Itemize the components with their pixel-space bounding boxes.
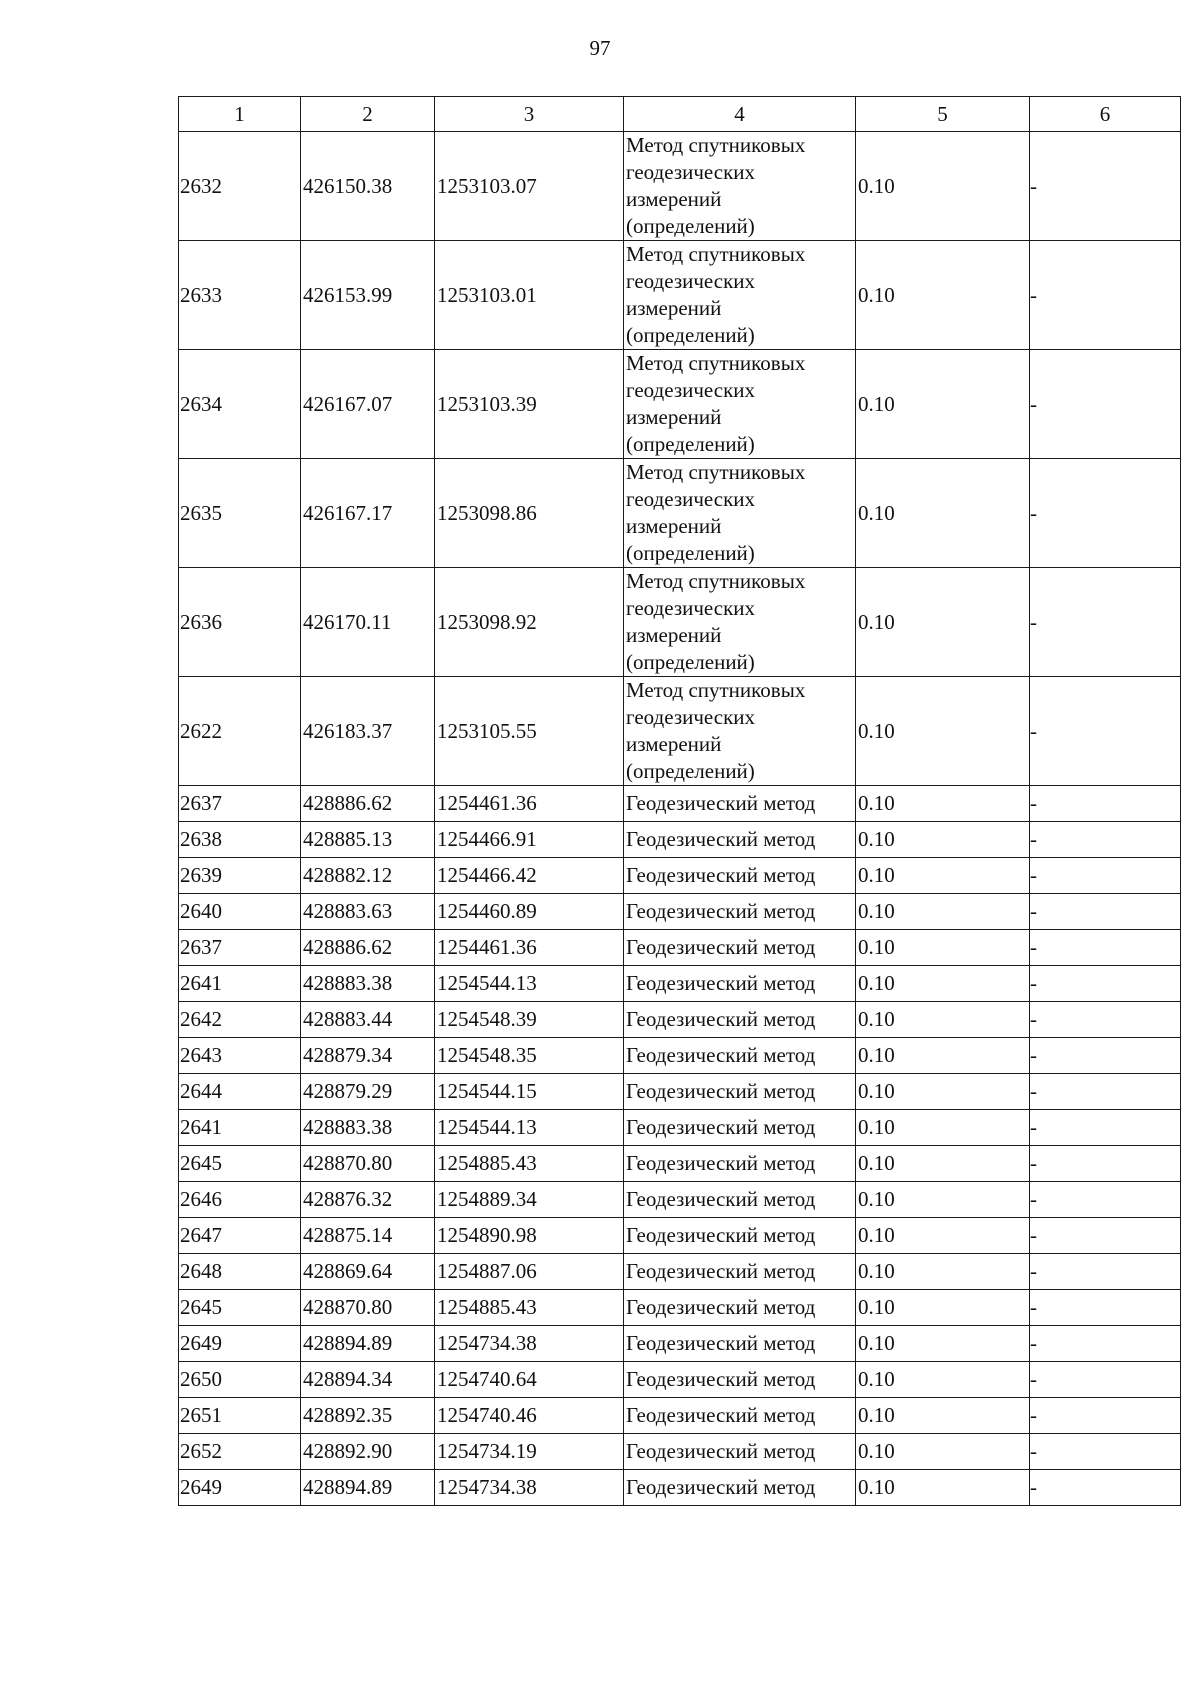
coordinate-y-cell: 1253105.55 (435, 677, 624, 786)
note-cell: - (1030, 1434, 1181, 1470)
point-number-cell: 2639 (179, 858, 301, 894)
method-cell: Метод спутниковых геодезических измерений (определений) (624, 459, 856, 568)
note-cell: - (1030, 894, 1181, 930)
table-row (179, 1002, 1181, 1038)
note-cell: - (1030, 1146, 1181, 1182)
coordinate-x-cell: 428886.62 (301, 786, 435, 822)
coordinate-x-cell: 428883.38 (301, 1110, 435, 1146)
table-row (179, 1074, 1181, 1110)
method-cell: Геодезический метод (624, 966, 856, 1002)
coordinate-x-cell: 428894.89 (301, 1470, 435, 1506)
accuracy-cell: 0.10 (856, 1362, 1030, 1398)
note-cell: - (1030, 1038, 1181, 1074)
method-cell: Геодезический метод (624, 1326, 856, 1362)
accuracy-cell: 0.10 (856, 1038, 1030, 1074)
point-number-cell: 2636 (179, 568, 301, 677)
coordinate-y-cell: 1254466.42 (435, 858, 624, 894)
method-cell: Геодезический метод (624, 786, 856, 822)
accuracy-cell: 0.10 (856, 241, 1030, 350)
table-row (179, 1254, 1181, 1290)
coordinate-y-cell: 1253103.01 (435, 241, 624, 350)
header-row (179, 97, 1181, 132)
coordinate-x-cell: 428879.29 (301, 1074, 435, 1110)
point-number-cell: 2651 (179, 1398, 301, 1434)
table-row (179, 966, 1181, 1002)
coordinate-x-cell: 428883.38 (301, 966, 435, 1002)
point-number-cell: 2645 (179, 1290, 301, 1326)
coordinate-x-cell: 428894.89 (301, 1326, 435, 1362)
note-cell: - (1030, 132, 1181, 241)
coordinate-y-cell: 1254461.36 (435, 930, 624, 966)
coordinate-y-cell: 1253103.07 (435, 132, 624, 241)
coordinate-x-cell: 426150.38 (301, 132, 435, 241)
coordinate-y-cell: 1254885.43 (435, 1146, 624, 1182)
point-number-cell: 2652 (179, 1434, 301, 1470)
column-header-6: 6 (1030, 97, 1181, 132)
coordinate-y-cell: 1254740.46 (435, 1398, 624, 1434)
method-cell: Геодезический метод (624, 1074, 856, 1110)
page-number: 97 (589, 36, 611, 60)
coordinate-x-cell: 428886.62 (301, 930, 435, 966)
method-cell: Метод спутниковых геодезических измерений (определений) (624, 677, 856, 786)
table-row (179, 1290, 1181, 1326)
accuracy-cell: 0.10 (856, 786, 1030, 822)
coordinate-x-cell: 428870.80 (301, 1146, 435, 1182)
method-cell: Метод спутниковых геодезических измерений (определений) (624, 350, 856, 459)
coordinate-y-cell: 1253103.39 (435, 350, 624, 459)
method-cell: Геодезический метод (624, 930, 856, 966)
point-number-cell: 2637 (179, 930, 301, 966)
method-cell: Геодезический метод (624, 1470, 856, 1506)
method-cell: Геодезический метод (624, 822, 856, 858)
method-cell: Метод спутниковых геодезических измерений (определений) (624, 132, 856, 241)
point-number-cell: 2632 (179, 132, 301, 241)
coordinate-x-cell: 428870.80 (301, 1290, 435, 1326)
accuracy-cell: 0.10 (856, 1110, 1030, 1146)
coordinate-x-cell: 428892.90 (301, 1434, 435, 1470)
table-row (179, 1110, 1181, 1146)
table-row (179, 1398, 1181, 1434)
table-row (179, 858, 1181, 894)
point-number-cell: 2641 (179, 1110, 301, 1146)
coordinate-y-cell: 1254890.98 (435, 1218, 624, 1254)
point-number-cell: 2638 (179, 822, 301, 858)
column-header-3: 3 (435, 97, 624, 132)
table-row (179, 132, 1181, 241)
table-row (179, 786, 1181, 822)
accuracy-cell: 0.10 (856, 966, 1030, 1002)
accuracy-cell: 0.10 (856, 930, 1030, 966)
accuracy-cell: 0.10 (856, 822, 1030, 858)
note-cell: - (1030, 1398, 1181, 1434)
point-number-cell: 2634 (179, 350, 301, 459)
coordinate-x-cell: 428869.64 (301, 1254, 435, 1290)
coordinate-y-cell: 1254461.36 (435, 786, 624, 822)
accuracy-cell: 0.10 (856, 1074, 1030, 1110)
note-cell: - (1030, 822, 1181, 858)
coordinate-x-cell: 426153.99 (301, 241, 435, 350)
table-row (179, 241, 1181, 350)
coordinate-x-cell: 428892.35 (301, 1398, 435, 1434)
table-row (179, 459, 1181, 568)
point-number-cell: 2648 (179, 1254, 301, 1290)
accuracy-cell: 0.10 (856, 1434, 1030, 1470)
table-row (179, 1362, 1181, 1398)
coordinate-x-cell: 428876.32 (301, 1182, 435, 1218)
table-row (179, 1434, 1181, 1470)
method-cell: Геодезический метод (624, 1398, 856, 1434)
note-cell: - (1030, 858, 1181, 894)
accuracy-cell: 0.10 (856, 568, 1030, 677)
accuracy-cell: 0.10 (856, 132, 1030, 241)
note-cell: - (1030, 568, 1181, 677)
coordinate-y-cell: 1254885.43 (435, 1290, 624, 1326)
point-number-cell: 2633 (179, 241, 301, 350)
coordinate-y-cell: 1254887.06 (435, 1254, 624, 1290)
point-number-cell: 2640 (179, 894, 301, 930)
coordinate-y-cell: 1253098.92 (435, 568, 624, 677)
coordinate-y-cell: 1254460.89 (435, 894, 624, 930)
method-cell: Геодезический метод (624, 1434, 856, 1470)
column-header-5: 5 (856, 97, 1030, 132)
coordinate-y-cell: 1254544.13 (435, 966, 624, 1002)
coordinate-x-cell: 428879.34 (301, 1038, 435, 1074)
method-cell: Метод спутниковых геодезических измерений (определений) (624, 568, 856, 677)
note-cell: - (1030, 786, 1181, 822)
coordinate-y-cell: 1254734.19 (435, 1434, 624, 1470)
table-row (179, 822, 1181, 858)
coordinate-x-cell: 428882.12 (301, 858, 435, 894)
note-cell: - (1030, 1002, 1181, 1038)
coordinate-x-cell: 428883.63 (301, 894, 435, 930)
point-number-cell: 2622 (179, 677, 301, 786)
note-cell: - (1030, 241, 1181, 350)
note-cell: - (1030, 1254, 1181, 1290)
method-cell: Геодезический метод (624, 1110, 856, 1146)
coordinate-x-cell: 426183.37 (301, 677, 435, 786)
column-header-1: 1 (179, 97, 301, 132)
note-cell: - (1030, 1362, 1181, 1398)
accuracy-cell: 0.10 (856, 1002, 1030, 1038)
accuracy-cell: 0.10 (856, 894, 1030, 930)
method-cell: Геодезический метод (624, 1146, 856, 1182)
point-number-cell: 2644 (179, 1074, 301, 1110)
coordinate-x-cell: 426167.07 (301, 350, 435, 459)
coordinate-y-cell: 1254548.39 (435, 1002, 624, 1038)
point-number-cell: 2645 (179, 1146, 301, 1182)
coordinate-y-cell: 1254544.15 (435, 1074, 624, 1110)
column-header-4: 4 (624, 97, 856, 132)
coordinate-x-cell: 426167.17 (301, 459, 435, 568)
method-cell: Геодезический метод (624, 1254, 856, 1290)
column-header-2: 2 (301, 97, 435, 132)
table-row (179, 568, 1181, 677)
point-number-cell: 2650 (179, 1362, 301, 1398)
coordinates-table (178, 96, 1181, 1506)
coordinate-y-cell: 1254740.64 (435, 1362, 624, 1398)
coordinate-y-cell: 1254466.91 (435, 822, 624, 858)
note-cell: - (1030, 966, 1181, 1002)
table-row (179, 677, 1181, 786)
table-row (179, 1146, 1181, 1182)
coordinate-x-cell: 428883.44 (301, 1002, 435, 1038)
accuracy-cell: 0.10 (856, 1398, 1030, 1434)
note-cell: - (1030, 1326, 1181, 1362)
table-row (179, 1326, 1181, 1362)
table-row (179, 1038, 1181, 1074)
point-number-cell: 2649 (179, 1326, 301, 1362)
coordinate-y-cell: 1253098.86 (435, 459, 624, 568)
coordinate-x-cell: 426170.11 (301, 568, 435, 677)
note-cell: - (1030, 1218, 1181, 1254)
note-cell: - (1030, 1074, 1181, 1110)
method-cell: Геодезический метод (624, 858, 856, 894)
method-cell: Геодезический метод (624, 894, 856, 930)
point-number-cell: 2635 (179, 459, 301, 568)
point-number-cell: 2643 (179, 1038, 301, 1074)
accuracy-cell: 0.10 (856, 677, 1030, 786)
coordinate-x-cell: 428885.13 (301, 822, 435, 858)
note-cell: - (1030, 350, 1181, 459)
method-cell: Метод спутниковых геодезических измерений (определений) (624, 241, 856, 350)
table-row (179, 1218, 1181, 1254)
note-cell: - (1030, 459, 1181, 568)
note-cell: - (1030, 1182, 1181, 1218)
method-cell: Геодезический метод (624, 1002, 856, 1038)
coordinate-y-cell: 1254734.38 (435, 1326, 624, 1362)
note-cell: - (1030, 930, 1181, 966)
method-cell: Геодезический метод (624, 1218, 856, 1254)
note-cell: - (1030, 1470, 1181, 1506)
table-row (179, 350, 1181, 459)
table-row (179, 894, 1181, 930)
coordinate-x-cell: 428875.14 (301, 1218, 435, 1254)
coordinate-y-cell: 1254544.13 (435, 1110, 624, 1146)
table-body (179, 132, 1181, 1506)
coordinate-y-cell: 1254734.38 (435, 1470, 624, 1506)
accuracy-cell: 0.10 (856, 1290, 1030, 1326)
method-cell: Геодезический метод (624, 1362, 856, 1398)
note-cell: - (1030, 1110, 1181, 1146)
accuracy-cell: 0.10 (856, 1182, 1030, 1218)
table-row (179, 930, 1181, 966)
accuracy-cell: 0.10 (856, 1218, 1030, 1254)
accuracy-cell: 0.10 (856, 1146, 1030, 1182)
point-number-cell: 2649 (179, 1470, 301, 1506)
point-number-cell: 2647 (179, 1218, 301, 1254)
note-cell: - (1030, 677, 1181, 786)
note-cell: - (1030, 1290, 1181, 1326)
point-number-cell: 2637 (179, 786, 301, 822)
accuracy-cell: 0.10 (856, 459, 1030, 568)
point-number-cell: 2646 (179, 1182, 301, 1218)
accuracy-cell: 0.10 (856, 1254, 1030, 1290)
table-row (179, 1182, 1181, 1218)
accuracy-cell: 0.10 (856, 1326, 1030, 1362)
accuracy-cell: 0.10 (856, 350, 1030, 459)
accuracy-cell: 0.10 (856, 858, 1030, 894)
table-row (179, 1470, 1181, 1506)
method-cell: Геодезический метод (624, 1038, 856, 1074)
point-number-cell: 2641 (179, 966, 301, 1002)
coordinate-y-cell: 1254548.35 (435, 1038, 624, 1074)
point-number-cell: 2642 (179, 1002, 301, 1038)
method-cell: Геодезический метод (624, 1290, 856, 1326)
method-cell: Геодезический метод (624, 1182, 856, 1218)
coordinate-x-cell: 428894.34 (301, 1362, 435, 1398)
accuracy-cell: 0.10 (856, 1470, 1030, 1506)
coordinate-y-cell: 1254889.34 (435, 1182, 624, 1218)
